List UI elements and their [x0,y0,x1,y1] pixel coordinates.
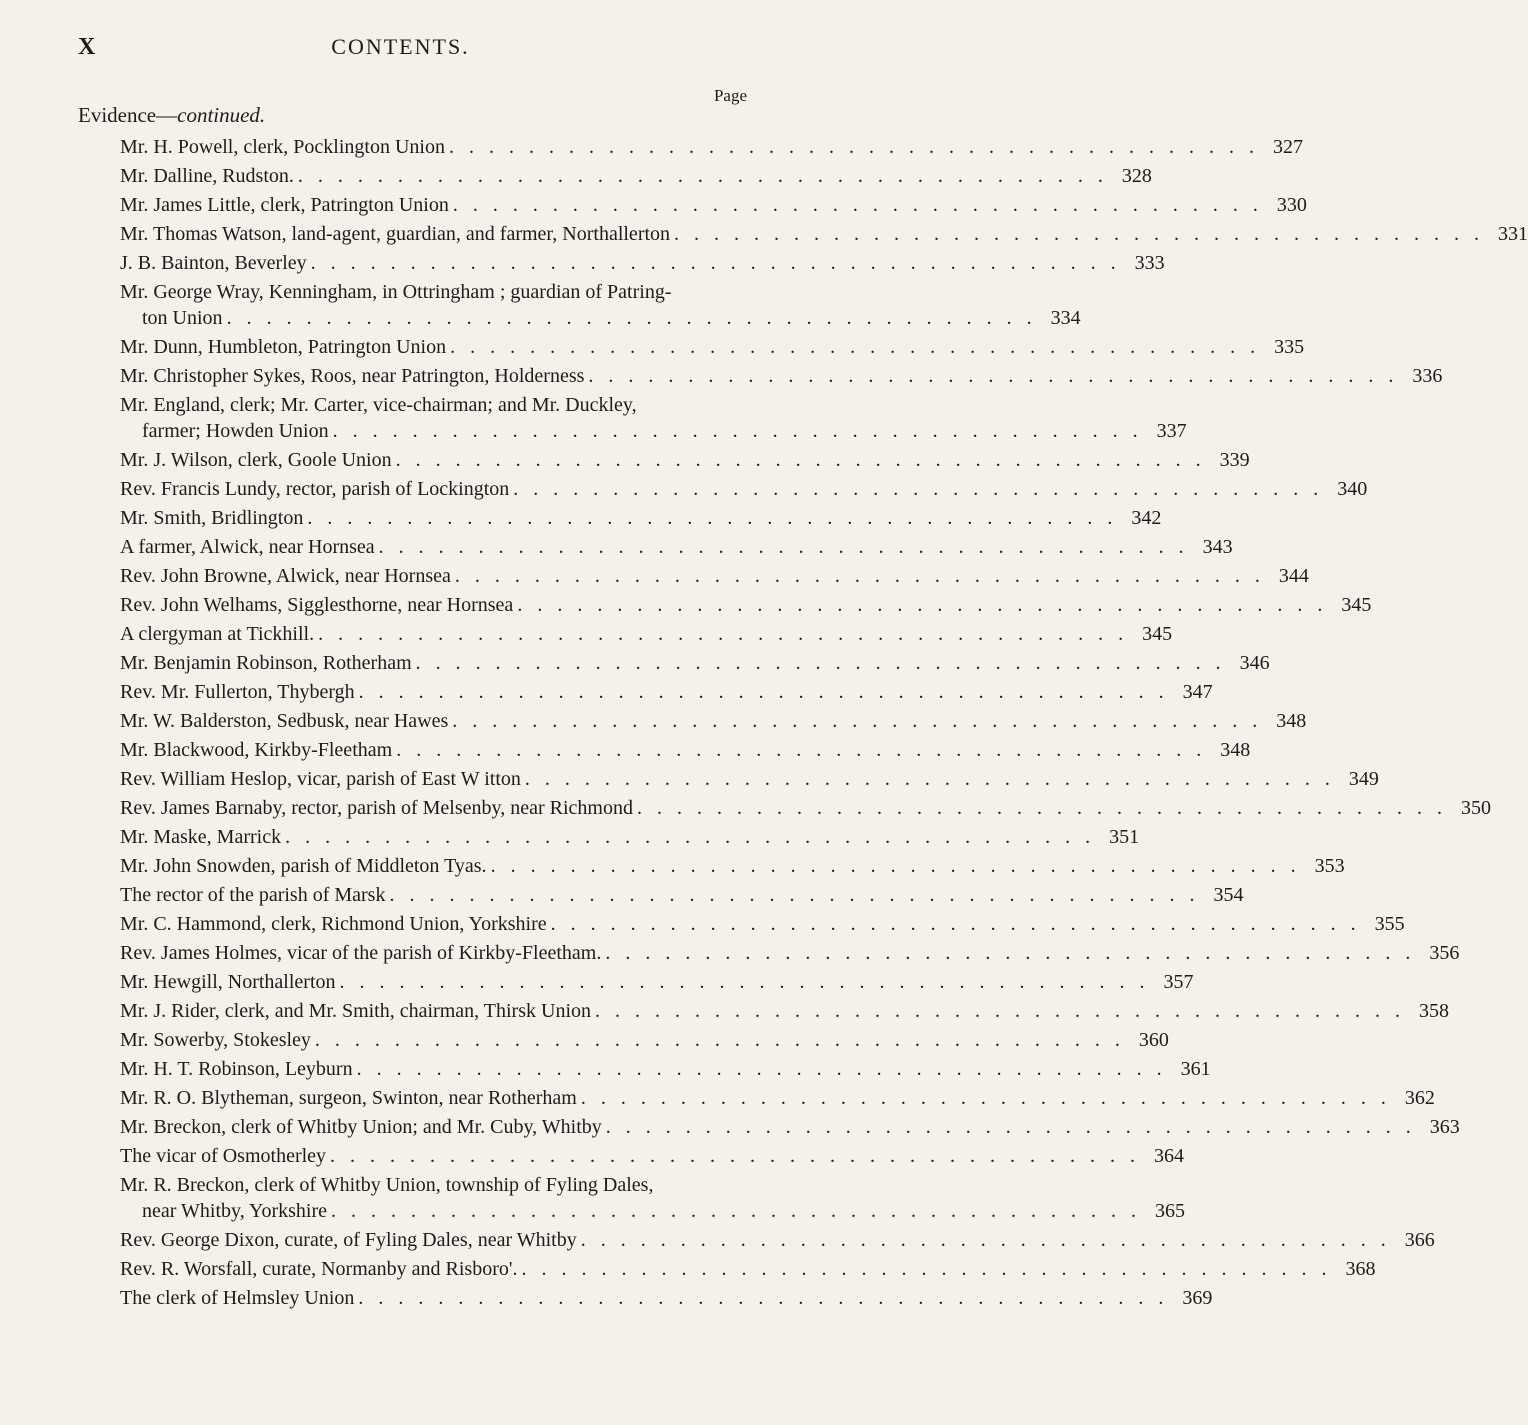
toc-entry-title: Rev. James Barnaby, rector, parish of Melsenby, near Richmond [120,797,633,819]
toc-entry-page-number: 365 [1154,1200,1185,1222]
toc-entry-title: Mr. H. Powell, clerk, Pocklington Union [120,136,445,158]
toc-entry [120,1256,1376,1282]
dot-leader: . . . . . . . . . . . . . . . . . . . . . . . . . . . . . . . . . . . . . . . . . [674,223,1485,245]
toc-entry-page-number: 337 [1156,420,1187,442]
toc-entry [120,1114,1460,1140]
toc-entry-title: A farmer, Alwick, near Hornsea [120,536,375,558]
toc-entry-line [120,911,1405,937]
toc-entry-title: Mr. Dalline, Rudston. [120,165,294,187]
dot-leader: . . . . . . . . . . . . . . . . . . . . . . . . . . . . . . . . . . . . . . . . . [452,194,1263,216]
toc-entry [120,882,1244,908]
toc-entry-title: Mr. Blackwood, Kirkby-Fleetham [120,739,393,761]
toc-entry-line [120,1285,1213,1311]
section-continued-text: continued. [177,103,266,127]
toc-entry-title: Mr. H. T. Robinson, Leyburn [120,1058,353,1080]
toc-entry-line [120,305,1081,331]
toc-entry-title: Mr. England, clerk; Mr. Carter, vice-chairman; and Mr. Duckley, [120,394,637,416]
toc-entry-line [120,134,1303,160]
dot-leader: . . . . . . . . . . . . . . . . . . . . . . . . . . . . . . . . . . . . . . . . . [513,478,1324,500]
toc-entry-line [120,998,1449,1024]
dot-leader: . . . . . . . . . . . . . . . . . . . . . . . . . . . . . . . . . . . . . . . . . [226,307,1037,329]
toc-entry-page-number: 356 [1429,942,1460,964]
toc-entry-title: Rev. James Holmes, vicar of the parish of Kirkby-Fleetham. [120,942,602,964]
dot-leader: . . . . . . . . . . . . . . . . . . . . . . . . . . . . . . . . . . . . . . . . . [332,420,1143,442]
section-heading-text: Evidence— [78,103,178,127]
toc-entry-line [120,1114,1460,1140]
toc-entry-page-number: 350 [1460,797,1491,819]
toc-entry-line [120,505,1162,531]
toc-entry-line [120,824,1140,850]
dot-leader: . . . . . . . . . . . . . . . . . . . . . . . . . . . . . . . . . . . . . . . . . [314,1029,1125,1051]
toc-entry [120,134,1303,160]
toc-entry-page-number: 328 [1121,165,1152,187]
toc-entry [120,279,1081,331]
dot-leader: . . . . . . . . . . . . . . . . . . . . . . . . . . . . . . . . . . . . . . . . . [339,971,1150,993]
toc-entry [120,563,1309,589]
toc-entry-page-number: 336 [1412,365,1443,387]
toc-entry-line [120,279,742,305]
toc-entry-title: Mr. R. O. Blytheman, surgeon, Swinton, near Rotherham [120,1087,577,1109]
toc-entry-title: Rev. John Welhams, Sigglesthorne, near Hornsea [120,594,514,616]
toc-entry [120,163,1152,189]
toc-entry [120,708,1307,734]
dot-leader: . . . . . . . . . . . . . . . . . . . . . . . . . . . . . . . . . . . . . . . . . [396,739,1207,761]
toc-entry-line [120,650,1270,676]
toc-entry-page-number: 349 [1348,768,1379,790]
toc-entry-title: Mr. Thomas Watson, land-agent, guardian, and farmer, Northallerton [120,223,671,245]
dot-leader: . . . . . . . . . . . . . . . . . . . . . . . . . . . . . . . . . . . . . . . . . [490,855,1301,877]
toc-entry [120,221,1528,247]
toc-entry-line [120,679,1213,705]
toc-entry [120,534,1233,560]
toc-entry-title: Rev. George Dixon, curate, of Fyling Dales, near Whitby [120,1229,577,1251]
toc-entry [120,737,1251,763]
toc-entry [120,192,1307,218]
page-column-label: Page [713,86,747,105]
dot-leader: . . . . . . . . . . . . . . . . . . . . . . . . . . . . . . . . . . . . . . . . . [310,252,1121,274]
dot-leader: . . . . . . . . . . . . . . . . . . . . . . . . . . . . . . . . . . . . . . . . . [448,136,1259,158]
toc-entry-page-number: 348 [1220,739,1251,761]
toc-entry-line [120,592,1372,618]
toc-entry-title: near Whitby, Yorkshire [142,1200,327,1222]
toc-entry-title: Mr. R. Breckon, clerk of Whitby Union, township of Fyling Dales, [120,1174,654,1196]
toc-entry [120,1056,1211,1082]
dot-leader: . . . . . . . . . . . . . . . . . . . . . . . . . . . . . . . . . . . . . . . . . [524,768,1335,790]
toc-entry-page-number: 342 [1131,507,1162,529]
toc-entry-line [120,1085,1435,1111]
toc-entry-title: Mr. Sowerby, Stokesley [120,1029,311,1051]
roman-page-number: X [78,34,96,60]
toc-entry-page-number: 339 [1219,449,1250,471]
toc-entry-page-number: 346 [1239,652,1270,674]
toc-entry-title: Rev. R. Worsfall, curate, Normanby and Risboro'. [120,1258,518,1280]
toc-entry [120,392,1187,444]
toc-entry-page-number: 357 [1163,971,1194,993]
toc-entry-line [120,766,1379,792]
toc-entry [120,911,1405,937]
toc-entry-title: Mr. Maske, Marrick [120,826,282,848]
toc-entry-line [120,1056,1211,1082]
toc-entry [120,766,1379,792]
toc-entry-line [120,221,1528,247]
dot-leader: . . . . . . . . . . . . . . . . . . . . . . . . . . . . . . . . . . . . . . . . . [517,594,1328,616]
toc-entry [120,969,1194,995]
toc-entry-line [120,1027,1169,1053]
toc-entry [120,650,1270,676]
toc-entry-page-number: 343 [1202,536,1233,558]
dot-leader: . . . . . . . . . . . . . . . . . . . . . . . . . . . . . . . . . . . . . . . . . [580,1087,1391,1109]
toc-entry-title: Mr. J. Wilson, clerk, Goole Union [120,449,392,471]
toc-entry [120,853,1345,879]
toc-entry-line [120,737,1251,763]
dot-leader: . . . . . . . . . . . . . . . . . . . . . . . . . . . . . . . . . . . . . . . . . [358,681,1169,703]
toc-entry-line [120,708,1307,734]
toc-entry-title: Rev. Francis Lundy, rector, parish of Lockington [120,478,510,500]
toc-entry-page-number: 351 [1109,826,1140,848]
dot-leader: . . . . . . . . . . . . . . . . . . . . . . . . . . . . . . . . . . . . . . . . . [415,652,1226,674]
dot-leader: . . . . . . . . . . . . . . . . . . . . . . . . . . . . . . . . . . . . . . . . . [389,884,1200,906]
dot-leader: . . . . . . . . . . . . . . . . . . . . . . . . . . . . . . . . . . . . . . . . . [358,1287,1169,1309]
toc-entry-title: Mr. Breckon, clerk of Whitby Union; and Mr. Cuby, Whitby [120,1116,602,1138]
toc-entry-page-number: 360 [1138,1029,1169,1051]
toc-entry-title: Rev. Mr. Fullerton, Thybergh [120,681,355,703]
toc-entry-page-number: 362 [1404,1087,1435,1109]
toc-entry-line [120,163,1152,189]
toc-entry-page-number: 330 [1276,194,1307,216]
toc-entry-line [120,534,1233,560]
toc-entry-line [120,363,1443,389]
dot-leader: . . . . . . . . . . . . . . . . . . . . . . . . . . . . . . . . . . . . . . . . . [395,449,1206,471]
toc-entry [120,363,1443,389]
toc-entry [120,795,1491,821]
toc-entry-title: Mr. John Snowden, parish of Middleton Tyas. [120,855,487,877]
toc-entry-line [120,940,1460,966]
dot-leader: . . . . . . . . . . . . . . . . . . . . . . . . . . . . . . . . . . . . . . . . . [450,336,1261,358]
toc-entry-line [120,795,1491,821]
toc-entry-page-number: 331 [1498,223,1528,245]
toc-entry-title: Mr. Dunn, Humbleton, Patrington Union [120,336,447,358]
toc-entry [120,621,1173,647]
table-of-contents [0,134,1528,1311]
toc-entry-page-number: 364 [1154,1145,1185,1167]
dot-leader: . . . . . . . . . . . . . . . . . . . . . . . . . . . . . . . . . . . . . . . . . [378,536,1189,558]
toc-entry-page-number: 333 [1134,252,1165,274]
toc-entry-title: Mr. Christopher Sykes, Roos, near Patrington, Holderness [120,365,585,387]
toc-entry-title: Rev. William Heslop, vicar, parish of East W itton [120,768,521,790]
dot-leader: . . . . . . . . . . . . . . . . . . . . . . . . . . . . . . . . . . . . . . . . . [307,507,1118,529]
toc-entry-title: A clergyman at Tickhill. [120,623,315,645]
toc-entry-line [120,621,1173,647]
toc-entry-page-number: 348 [1276,710,1307,732]
toc-entry-line [120,563,1309,589]
dot-leader: . . . . . . . . . . . . . . . . . . . . . . . . . . . . . . . . . . . . . . . . . [318,623,1129,645]
dot-leader: . . . . . . . . . . . . . . . . . . . . . . . . . . . . . . . . . . . . . . . . . [636,797,1447,819]
dot-leader: . . . . . . . . . . . . . . . . . . . . . . . . . . . . . . . . . . . . . . . . . [356,1058,1167,1080]
toc-entry [120,334,1305,360]
toc-entry [120,1172,1185,1224]
toc-entry-line [120,476,1368,502]
toc-entry-title: Mr. James Little, clerk, Patrington Union [120,194,449,216]
toc-entry [120,940,1460,966]
toc-entry-title: Mr. Hewgill, Northallerton [120,971,336,993]
toc-entry-title: Mr. Smith, Bridlington [120,507,304,529]
toc-entry-title: farmer; Howden Union [142,420,329,442]
toc-entry-line [120,392,742,418]
toc-entry-line [120,334,1305,360]
toc-entry-page-number: 353 [1314,855,1345,877]
dot-leader: . . . . . . . . . . . . . . . . . . . . . . . . . . . . . . . . . . . . . . . . . [452,710,1263,732]
toc-entry-title: Mr. C. Hammond, clerk, Richmond Union, Yorkshire [120,913,547,935]
dot-leader: . . . . . . . . . . . . . . . . . . . . . . . . . . . . . . . . . . . . . . . . . [330,1200,1141,1222]
dot-leader: . . . . . . . . . . . . . . . . . . . . . . . . . . . . . . . . . . . . . . . . . [297,165,1108,187]
toc-entry-line [120,882,1244,908]
toc-entry-page-number: 354 [1213,884,1244,906]
toc-entry-title: Mr. W. Balderston, Sedbusk, near Hawes [120,710,449,732]
toc-entry-page-number: 355 [1374,913,1405,935]
toc-entry-page-number: 335 [1274,336,1305,358]
toc-entry-line [120,192,1307,218]
dot-leader: . . . . . . . . . . . . . . . . . . . . . . . . . . . . . . . . . . . . . . . . . [285,826,1096,848]
toc-entry [120,592,1372,618]
toc-entry-page-number: 369 [1182,1287,1213,1309]
toc-entry-title: The vicar of Osmotherley [120,1145,327,1167]
dot-leader: . . . . . . . . . . . . . . . . . . . . . . . . . . . . . . . . . . . . . . . . . [605,1116,1416,1138]
toc-entry [120,1027,1169,1053]
dot-leader: . . . . . . . . . . . . . . . . . . . . . . . . . . . . . . . . . . . . . . . . . [454,565,1265,587]
toc-entry-title: ton Union [142,307,223,329]
toc-entry [120,998,1449,1024]
toc-entry-page-number: 340 [1337,478,1368,500]
toc-entry-page-number: 358 [1419,1000,1449,1022]
dot-leader: . . . . . . . . . . . . . . . . . . . . . . . . . . . . . . . . . . . . . . . . . [588,365,1399,387]
toc-entry-page-number: 368 [1345,1258,1376,1280]
toc-entry-title: Rev. John Browne, Alwick, near Hornsea [120,565,451,587]
toc-entry-line [120,969,1194,995]
running-title: CONTENTS. [331,34,470,59]
dot-leader: . . . . . . . . . . . . . . . . . . . . . . . . . . . . . . . . . . . . . . . . . [521,1258,1332,1280]
toc-entry-title: Mr. Benjamin Robinson, Rotherham [120,652,412,674]
toc-entry-page-number: 334 [1050,307,1081,329]
toc-entry-line [120,250,1165,276]
toc-entry-title: Mr. George Wray, Kenningham, in Ottringham ; guardian of Patring- [120,281,672,303]
toc-entry [120,447,1250,473]
toc-entry-page-number: 363 [1429,1116,1460,1138]
toc-entry-title: J. B. Bainton, Beverley [120,252,307,274]
toc-entry-line [120,1227,1435,1253]
toc-entry [120,1285,1213,1311]
dot-leader: . . . . . . . . . . . . . . . . . . . . . . . . . . . . . . . . . . . . . . . . . [595,1000,1405,1022]
toc-entry [120,1143,1185,1169]
toc-entry-page-number: 344 [1278,565,1309,587]
toc-entry-page-number: 327 [1272,136,1303,158]
toc-entry-page-number: 345 [1341,594,1372,616]
running-header [0,34,801,64]
section-heading [78,103,265,128]
toc-entry-line [120,418,1187,444]
dot-leader: . . . . . . . . . . . . . . . . . . . . . . . . . . . . . . . . . . . . . . . . . [550,913,1361,935]
dot-leader: . . . . . . . . . . . . . . . . . . . . . . . . . . . . . . . . . . . . . . . . . [580,1229,1391,1251]
toc-entry-title: The rector of the parish of Marsk [120,884,386,906]
toc-entry-page-number: 361 [1180,1058,1211,1080]
toc-entry [120,1085,1435,1111]
toc-entry-title: Mr. J. Rider, clerk, and Mr. Smith, chairman, Thirsk Union [120,1000,591,1022]
toc-entry-line [120,1256,1376,1282]
toc-entry-line [120,447,1250,473]
toc-entry-line [120,1172,742,1198]
toc-entry [120,679,1213,705]
toc-entry [120,1227,1435,1253]
dot-leader: . . . . . . . . . . . . . . . . . . . . . . . . . . . . . . . . . . . . . . . . . [330,1145,1141,1167]
toc-entry-page-number: 366 [1404,1229,1435,1251]
toc-entry [120,250,1165,276]
toc-entry [120,505,1162,531]
toc-entry-line [120,1198,1185,1224]
dot-leader: . . . . . . . . . . . . . . . . . . . . . . . . . . . . . . . . . . . . . . . . . [605,942,1416,964]
toc-entry-line [120,853,1345,879]
toc-entry [120,824,1140,850]
toc-entry-line [120,1143,1185,1169]
toc-entry-page-number: 345 [1142,623,1173,645]
toc-entry [120,476,1368,502]
toc-entry-page-number: 347 [1182,681,1213,703]
toc-entry-title: The clerk of Helmsley Union [120,1287,355,1309]
